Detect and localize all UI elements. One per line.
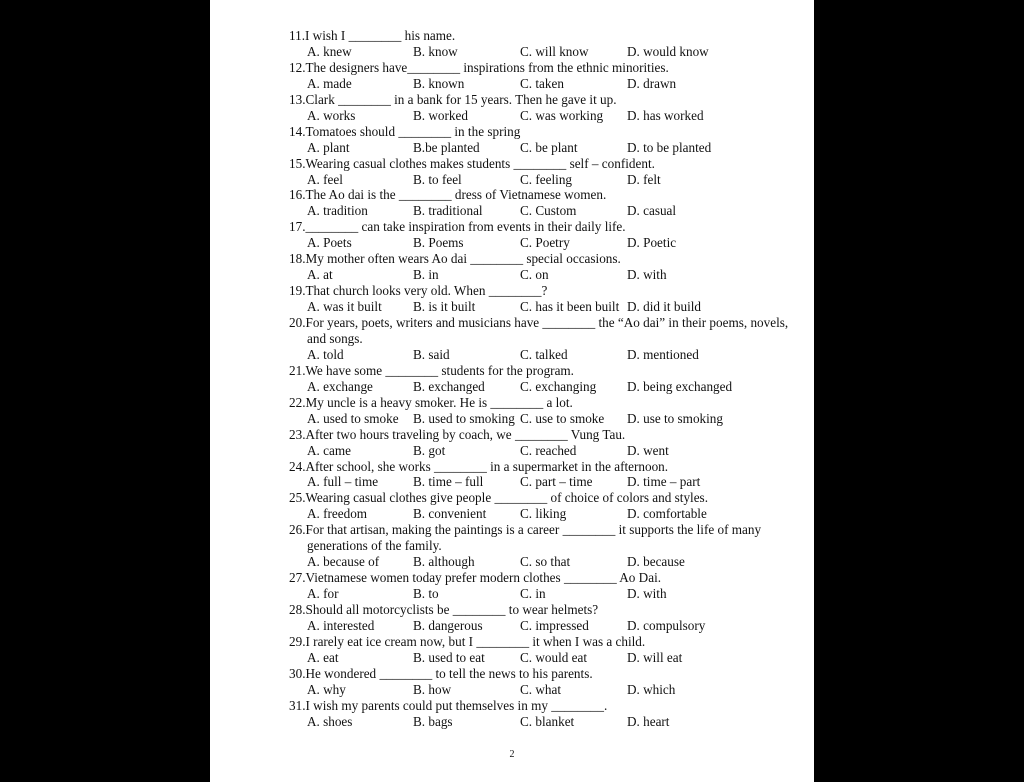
- document-page: [210, 0, 814, 782]
- option-d: D. time – part: [627, 474, 701, 490]
- option-a: A. freedom: [307, 506, 368, 522]
- question-item: [289, 363, 789, 395]
- answer-options: [289, 203, 789, 219]
- option-b: B. said: [413, 346, 450, 362]
- option-b: B. although: [413, 554, 475, 570]
- question-stem: 29.I rarely eat ice cream now, but I ________ it when I was a child.: [289, 633, 646, 649]
- option-a: A. why: [307, 681, 346, 697]
- option-b: B. traditional: [413, 203, 483, 219]
- option-d: D. Poetic: [627, 235, 677, 251]
- question-item: [289, 698, 789, 730]
- option-d: D. did it build: [627, 299, 701, 315]
- question-item: [289, 395, 789, 427]
- option-b: B. time – full: [413, 474, 484, 490]
- option-d: D. use to smoking: [627, 410, 723, 426]
- option-a: A. was it built: [307, 299, 382, 315]
- option-a: A. tradition: [307, 203, 368, 219]
- option-a: A. because of: [307, 554, 380, 570]
- question-item: [289, 570, 789, 602]
- answer-options: [289, 379, 789, 395]
- option-b: B. Poems: [413, 235, 464, 251]
- option-b: B. worked: [413, 107, 468, 123]
- option-b: B. convenient: [413, 506, 487, 522]
- answer-options: [289, 347, 789, 363]
- option-c: C. blanket: [520, 713, 575, 729]
- answer-options: [289, 586, 789, 602]
- question-stem: 28.Should all motorcyclists be ________ to wear helmets?: [289, 602, 599, 618]
- option-a: A. eat: [307, 649, 339, 665]
- answer-options: [289, 506, 789, 522]
- question-item: [289, 28, 789, 60]
- option-d: D. felt: [627, 171, 661, 187]
- answer-options: [289, 172, 789, 188]
- option-b: B. how: [413, 681, 452, 697]
- question-item: [289, 187, 789, 219]
- option-d: D. would know: [627, 43, 709, 59]
- option-c: C. exchanging: [520, 378, 597, 394]
- question-stem: 31.I wish my parents could put themselves in my ________.: [289, 697, 608, 713]
- question-item: [289, 459, 789, 491]
- option-a: A. works: [307, 107, 356, 123]
- option-d: D. because: [627, 554, 685, 570]
- answer-options: [289, 299, 789, 315]
- option-c: C. impressed: [520, 618, 589, 633]
- answer-options: [289, 650, 789, 666]
- option-d: D. with: [627, 267, 667, 283]
- option-a: A. exchange: [307, 378, 373, 394]
- option-a: A. plant: [307, 139, 350, 155]
- option-a: A. made: [307, 75, 352, 91]
- question-item: [289, 634, 789, 666]
- question-stem: 23.After two hours traveling by coach, we ________ Vung Tau.: [289, 426, 626, 442]
- option-d: D. with: [627, 586, 667, 602]
- option-b: B. is it built: [413, 299, 476, 315]
- question-item: [289, 60, 789, 92]
- option-c: C. would eat: [520, 649, 588, 665]
- option-a: A. knew: [307, 43, 352, 59]
- option-d: D. casual: [627, 203, 677, 219]
- question-item: [289, 490, 789, 522]
- answer-options: [289, 76, 789, 92]
- question-item: [289, 124, 789, 156]
- answer-options: [289, 714, 789, 730]
- question-stem: 21.We have some ________ students for the program.: [289, 362, 574, 378]
- question-item: [289, 602, 789, 634]
- option-a: A. at: [307, 267, 333, 283]
- option-c: C. what: [520, 681, 562, 697]
- option-c: C. talked: [520, 346, 568, 362]
- answer-options: [289, 682, 789, 698]
- question-item: [289, 283, 789, 315]
- answer-options: [289, 554, 789, 570]
- answer-options: [289, 267, 789, 283]
- option-c: C. reached: [520, 442, 577, 458]
- option-c: C. taken: [520, 75, 564, 91]
- option-d: D. to be planted: [627, 139, 712, 155]
- option-a: A. Poets: [307, 235, 352, 251]
- option-b: B. know: [413, 43, 458, 59]
- answer-options: [289, 411, 789, 427]
- answer-options: [289, 44, 789, 60]
- option-a: A. used to smoke: [307, 410, 399, 426]
- question-item: [289, 315, 792, 363]
- question-stem: 17.________ can take inspiration from events in their daily life.: [289, 219, 626, 235]
- question-item: [289, 156, 789, 188]
- question-stem: 26.For that artisan, making the paintings is a career ________ it supports the life of many generations of the family.: [289, 522, 765, 554]
- question-item: [289, 427, 789, 459]
- question-list: [289, 28, 792, 730]
- option-b: B.be planted: [413, 139, 480, 155]
- option-c: C. feeling: [520, 171, 573, 187]
- question-stem: 11.I wish I ________ his name.: [289, 28, 456, 43]
- option-b: B. used to smoking: [413, 410, 515, 426]
- page-number: 2: [509, 749, 515, 760]
- question-stem: 27.Vietnamese women today prefer modern clothes ________ Ao Dai.: [289, 570, 662, 586]
- option-c: C. was working: [520, 107, 604, 123]
- option-d: D. has worked: [627, 107, 704, 123]
- option-c: C. on: [520, 267, 549, 283]
- option-d: D. heart: [627, 713, 670, 729]
- option-c: C. so that: [520, 554, 571, 570]
- option-a: A. full – time: [307, 474, 379, 490]
- option-b: B. bags: [413, 713, 453, 729]
- option-b: B. known: [413, 75, 465, 91]
- option-b: B. exchanged: [413, 378, 485, 394]
- option-a: A. for: [307, 586, 339, 602]
- question-stem: 24.After school, she works ________ in a supermarket in the afternoon.: [289, 458, 669, 474]
- option-a: A. came: [307, 442, 351, 458]
- answer-options: [289, 618, 789, 634]
- option-d: D. went: [627, 442, 669, 458]
- option-a: A. feel: [307, 171, 343, 187]
- question-stem: 13.Clark ________ in a bank for 15 years. Then he gave it up.: [289, 91, 617, 107]
- option-a: A. shoes: [307, 713, 353, 729]
- question-item: [289, 92, 789, 124]
- option-c: C. Poetry: [520, 235, 570, 251]
- option-d: D. compulsory: [627, 618, 706, 633]
- option-b: B. to feel: [413, 171, 462, 187]
- option-b: B. dangerous: [413, 618, 483, 633]
- option-c: C. will know: [520, 43, 589, 59]
- question-stem: 25.Wearing casual clothes give people ________ of choice of colors and styles.: [289, 490, 708, 506]
- answer-options: [289, 140, 789, 156]
- question-stem: 30.He wondered ________ to tell the news to his parents.: [289, 665, 593, 681]
- question-item: [289, 666, 789, 698]
- answer-options: [289, 235, 789, 251]
- question-stem: 15.Wearing casual clothes makes students ________ self – confident.: [289, 155, 655, 171]
- option-c: C. in: [520, 586, 546, 602]
- option-d: D. which: [627, 681, 676, 697]
- option-c: C. has it been built: [520, 299, 620, 315]
- question-item: [289, 522, 789, 570]
- answer-options: [289, 108, 789, 124]
- option-b: B. to: [413, 586, 439, 602]
- question-item: [289, 251, 789, 283]
- option-d: D. mentioned: [627, 346, 699, 362]
- option-c: C. be plant: [520, 139, 578, 155]
- option-b: B. in: [413, 267, 439, 283]
- answer-options: [289, 443, 789, 459]
- question-stem: 19.That church looks very old. When ________?: [289, 283, 548, 299]
- option-c: C. part – time: [520, 474, 593, 490]
- option-d: D. being exchanged: [627, 378, 733, 394]
- question-stem: 18.My mother often wears Ao dai ________ special occasions.: [289, 251, 621, 267]
- option-a: A. interested: [307, 618, 375, 633]
- question-item: [289, 219, 789, 251]
- option-d: D. drawn: [627, 75, 677, 91]
- option-b: B. got: [413, 442, 446, 458]
- question-stem: 16.The Ao dai is the ________ dress of Vietnamese women.: [289, 187, 607, 203]
- option-c: C. use to smoke: [520, 410, 605, 426]
- question-stem: 22.My uncle is a heavy smoker. He is ________ a lot.: [289, 394, 573, 410]
- answer-options: [289, 474, 789, 490]
- option-d: D. comfortable: [627, 506, 707, 522]
- option-d: D. will eat: [627, 649, 683, 665]
- option-c: C. Custom: [520, 203, 577, 219]
- option-a: A. told: [307, 346, 344, 362]
- question-stem: 20.For years, poets, writers and musicians have ________ the “Ao dai” in their poems, novels, and songs.: [289, 315, 792, 346]
- question-stem: 12.The designers have________ inspirations from the ethnic minorities.: [289, 59, 669, 75]
- option-c: C. liking: [520, 506, 567, 522]
- option-b: B. used to eat: [413, 649, 485, 665]
- question-stem: 14.Tomatoes should ________ in the spring: [289, 123, 521, 139]
